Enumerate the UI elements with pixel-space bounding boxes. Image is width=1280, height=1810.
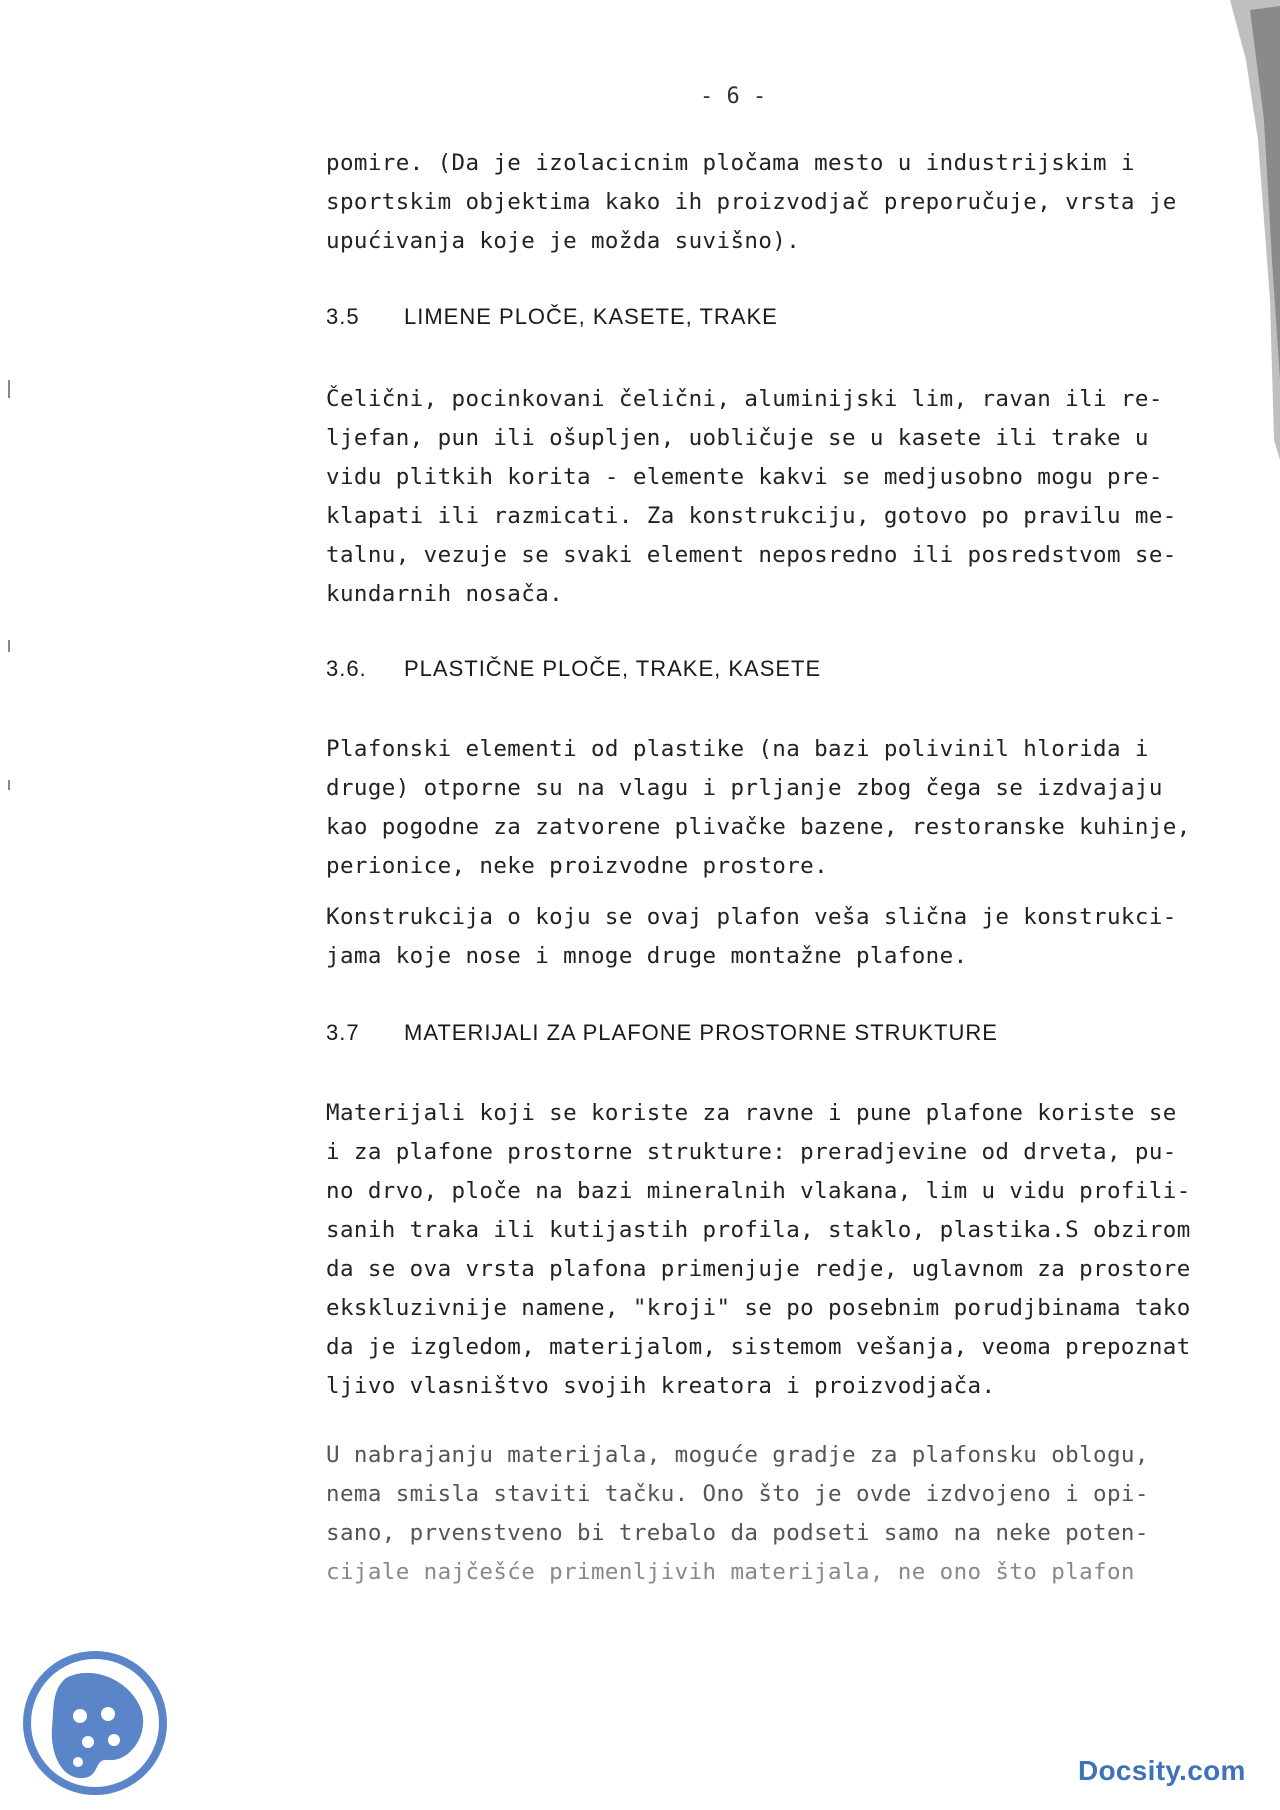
text-line: da je izgledom, materijalom, sistemom vešanja, veoma prepoznat: [326, 1334, 1191, 1360]
text-line: Materijali koji se koriste za ravne i pune plafone koriste se: [326, 1100, 1177, 1126]
text-line: U nabrajanju materijala, moguće gradje za plafonsku oblogu,: [326, 1442, 1149, 1468]
scan-margin-mark: [8, 640, 10, 652]
paragraph-3-6b: [326, 898, 1276, 976]
section-heading-3-6: [326, 656, 821, 682]
text-line: kundarnih nosača.: [326, 581, 564, 607]
section-title: MATERIJALI ZA PLAFONE PROSTORNE STRUKTURE: [404, 1020, 998, 1045]
text-line: perionice, neke proizvodne prostore.: [326, 853, 829, 879]
text-line: vidu plitkih korita - elemente kakvi se medjusobno mogu pre-: [326, 464, 1163, 490]
text-line: sportskim objektima kako ih proizvodjač preporučuje, vrsta je: [326, 189, 1177, 215]
text-line: i za plafone prostorne strukture: preradjevine od drveta, pu-: [326, 1139, 1177, 1165]
section-number: 3.6.: [326, 656, 367, 681]
scan-margin-mark: [8, 780, 10, 790]
scan-margin-mark: [8, 380, 10, 398]
text-line: klapati ili razmicati. Za konstrukciju, gotovo po pravilu me-: [326, 503, 1177, 529]
text-line: Čelični, pocinkovani čelični, aluminijski lim, ravan ili re-: [326, 386, 1163, 412]
section-heading-3-5: [326, 304, 778, 330]
text-line: pomire. (Da je izolacicnim pločama mesto u industrijskim i: [326, 150, 1135, 176]
text-line: nema smisla staviti tačku. Ono što je ovde izdvojeno i opi-: [326, 1481, 1149, 1507]
text-line: ljefan, pun ili ošupljen, uobličuje se u kasete ili trake u: [326, 425, 1149, 451]
text-line: Konstrukcija o koju se ovaj plafon veša slična je konstrukci-: [326, 904, 1177, 930]
paragraph-intro: [326, 144, 1276, 261]
paragraph-materials-list: [326, 1436, 1276, 1592]
paragraph-3-5: [326, 380, 1276, 614]
text-line: sanih traka ili kutijastih profila, staklo, plastika.S obzirom: [326, 1217, 1191, 1243]
text-line: no drvo, ploče na bazi mineralnih vlakana, lim u vidu profili-: [326, 1178, 1191, 1204]
section-number: 3.5: [326, 304, 360, 329]
text-line: Plafonski elementi od plastike (na bazi polivinil hlorida i: [326, 736, 1149, 762]
section-title: LIMENE PLOČE, KASETE, TRAKE: [404, 304, 778, 329]
paragraph-3-6a: [326, 730, 1276, 886]
docsity-logo-icon[interactable]: [22, 1650, 168, 1796]
section-heading-3-7: [326, 1020, 998, 1046]
text-line: da se ova vrsta plafona primenjuje redje, uglavnom za prostore: [326, 1256, 1191, 1282]
paragraph-3-7: [326, 1094, 1276, 1406]
text-line: ekskluzivnije namene, "kroji" se po posebnim porudjbinama tako: [326, 1295, 1191, 1321]
text-line: jama koje nose i mnoge druge montažne plafone.: [326, 943, 968, 969]
text-line: ljivo vlasništvo svojih kreatora i proizvodjača.: [326, 1373, 996, 1399]
section-title: PLASTIČNE PLOČE, TRAKE, KASETE: [404, 656, 822, 681]
page-number: - 6 -: [700, 84, 767, 109]
text-line: upućivanja koje je možda suvišno).: [326, 228, 801, 254]
text-line: kao pogodne za zatvorene plivačke bazene, restoranske kuhinje,: [326, 814, 1191, 840]
text-line: talnu, vezuje se svaki element neposredno ili posredstvom se-: [326, 542, 1177, 568]
text-line: druge) otporne su na vlagu i prljanje zbog čega se izdvajaju: [326, 775, 1163, 801]
text-line: cijale najčešće primenljivih materijala, ne ono što plafon: [326, 1559, 1135, 1585]
docsity-brand-link[interactable]: Docsity.com: [1078, 1755, 1246, 1786]
section-number: 3.7: [326, 1020, 360, 1045]
text-line: sano, prvenstveno bi trebalo da podseti samo na neke poten-: [326, 1520, 1149, 1546]
